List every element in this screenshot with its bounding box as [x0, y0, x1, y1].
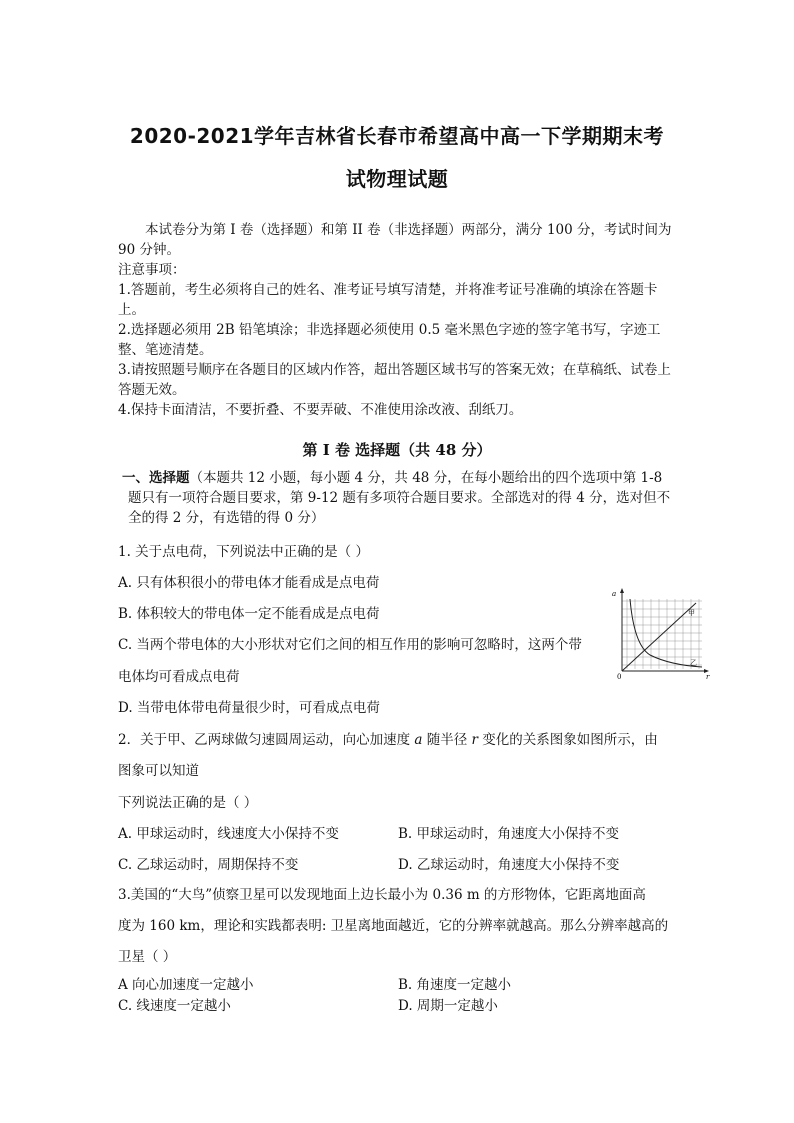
q3-stem-cont: 卫星（ ）: [118, 949, 177, 965]
q2-stem-cont: 图象可以知道: [118, 763, 199, 779]
notice-item: 3.请按照题号顺序在各题目的区域内作答，超出答题区域书写的答案无效；在草稿纸、试卷上答题无效。: [118, 362, 671, 398]
exam-intro-paragraph: 本试卷分为第 I 卷（选择题）和第 II 卷（非选择题）两部分，满分 100 分，考试时间为 90 分钟。: [118, 222, 672, 258]
q3-stem: 3.美国的“大鸟”侦察卫星可以发现地面上边长最小为 0.36 m 的方形物体，它距离地面高: [118, 887, 646, 903]
axis-label-a: a: [612, 590, 617, 598]
q2-option-b: B. 甲球运动时，角速度大小保持不变: [398, 826, 620, 842]
q2-option-d: D. 乙球运动时，角速度大小保持不变: [398, 857, 620, 873]
notice-item: 4.保持卡面清洁，不要折叠、不要弄破、不准使用涂改液、刮纸刀。: [118, 402, 523, 418]
q1-stem: 1. 关于点电荷，下列说法中正确的是（ ）: [118, 544, 369, 560]
notice-item: 1.答题前，考生必须将自己的姓名、准考证号填写清楚，并将准考证号准确的填涂在答题卡上。: [118, 282, 658, 318]
q3-option-a: A 向心加速度一定越小: [118, 977, 254, 993]
q3-option-c: C. 线速度一定越小: [118, 998, 231, 1014]
q3-option-b: B. 角速度一定越小: [398, 977, 512, 993]
notice-item: 2.选择题必须用 2B 铅笔填涂；非选择题必须使用 0.5 毫米黑色字迹的签字笔书写，字迹工整、笔迹清楚。: [118, 322, 661, 358]
q2-var-r: r: [471, 732, 479, 748]
q3-stem-cont: 度为 160 km，理论和实践都表明: 卫星离地面越近，它的分辨率就越高。那么分辨率越高的: [118, 918, 669, 934]
origin-label: 0: [617, 673, 622, 680]
q1-option-c-cont: 电体均可看成点电荷: [118, 669, 240, 685]
q2-stem: [118, 728, 658, 748]
q1-option-d: D. 当带电体带电荷量很少时，可看成点电荷: [118, 700, 380, 716]
exam-title-line2: 试物理试题: [345, 167, 449, 191]
q2-option-c: C. 乙球运动时，周期保持不变: [118, 857, 299, 873]
notice-heading: 注意事项：: [118, 262, 186, 278]
exam-title-line1: 2020-2021学年吉林省长春市希望高中高一下学期期末考: [129, 124, 665, 148]
q2-var-a: a: [414, 732, 423, 748]
q2-stem-text: 随半径: [422, 732, 472, 748]
section-desc-line: 题只有一项符合题目要求，第 9-12 题有多项符合题目要求。全部选对的得 4 分，选对但不: [128, 490, 671, 506]
section-label: 一、选择题: [122, 470, 190, 486]
section-title: 第 I 卷 选择题（共 48 分）: [302, 441, 492, 459]
acceleration-radius-graph: [610, 585, 712, 680]
q2-option-a: A. 甲球运动时，线速度大小保持不变: [118, 826, 339, 842]
q1-option-b: B. 体积较大的带电体一定不能看成是点电荷: [118, 606, 380, 622]
section-description: [118, 468, 683, 528]
q3-option-d: D. 周期一定越小: [398, 998, 498, 1014]
exam-instructions: [118, 220, 680, 420]
q1-option-c: C. 当两个带电体的大小形状对它们之间的相互作用的影响可忽略时，这两个带: [118, 637, 582, 653]
q2-stem-text: 2．关于甲、乙两球做匀速圆周运动，向心加速度: [118, 732, 415, 748]
label-jia: 甲: [688, 609, 695, 617]
q2-stem-prompt: 下列说法正确的是（ ）: [118, 795, 258, 811]
section-desc-line: （本题共 12 小题，每小题 4 分，共 48 分，在每小题给出的四个选项中第 1-8: [189, 470, 663, 486]
axis-label-r: r: [706, 673, 710, 680]
section-desc-line: 全的得 2 分，有选错的得 0 分）: [128, 510, 325, 526]
q2-stem-text: 变化的关系图象如图所示，由: [478, 732, 658, 748]
label-yi: 乙: [690, 659, 697, 667]
q1-option-a: A. 只有体积很小的带电体才能看成是点电荷: [118, 575, 380, 591]
